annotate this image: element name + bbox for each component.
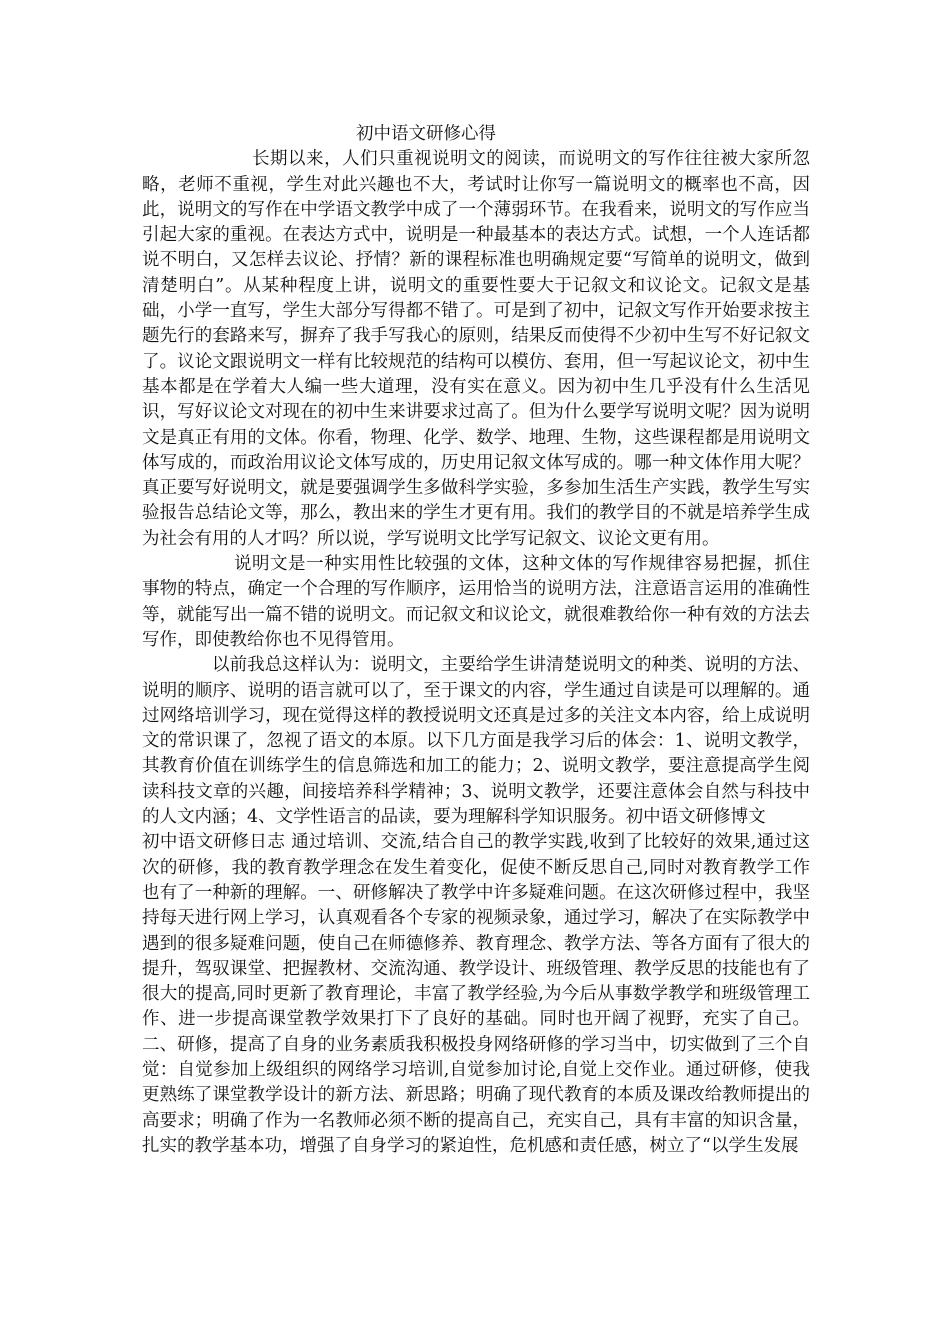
paragraph-training-journal: 初中语文研修日志 通过培训、交流,结合自己的教学实践,收到了比较好的效果,通过这次的研修，我的教育教学理念在发生着变化，促使不断反思自己,同时对教育教学工作也有了一种新的理解。一、研修解决了教学中许多疑难问题。在这次研修过程中，我坚持每天进行网上学习，认真观看各个专家的视频录象，通过学习，解决了在实际教学中遇到的很多疑难问题，使自己在师德修养、教育理念、教学方法、等各方面有了很大的提升，驾驭课堂、把握教材、交流沟通、教学设计、班级管理、教学反思的技能也有了很大的提高,同时更新了教育理论，丰富了教学经验,为今后从事数学教学和班级管理工作、进一步提高课堂教学效果打下了良好的基础。同时也开阔了视野，充实了自己。二、研修，提高了自身的业务素质我积极投身网络研修的学习当中，切实做到了三个自觉：自觉参加上级组织的网络学习培训,自觉参加讨论,自觉上交作业。通过研修，使我更熟练了课堂教学设计的新方法、新思路；明确了现代教育的本质及课改给教师提出的高要求；明确了作为一名教师必须不断的提高自己，充实自己，具有丰富的知识含量，扎实的教学基本功，增强了自身学习的紧迫性，危机感和责任感，树立了“以学生发展 (142, 832, 810, 1156)
paragraph-expository-practicality: 说明文是一种实用性比较强的文体，这种文体的写作规律容易把握，抓住事物的特点，确定一个合理的写作顺序，运用恰当的说明方法，注意语言运用的准确性等，就能写出一篇不错的说明文。而记叙文和议论文，就很难教给你一种有效的方法去写作，即使教给你也不见得管用。 (142, 554, 810, 650)
paragraph-training-reflection: 以前我总这样认为：说明文，主要给学生讲清楚说明文的种类、说明的方法、说明的顺序、说明的语言就可以了，至于课文的内容，学生通过自读是可以理解的。通过网络培训学习，现在觉得这样的教授说明文还真是过多的关注文本内容，给上成说明文的常识课了，忽视了语文的本原。以下几方面是我学习后的体会：1、说明文教学，其教育价值在训练学生的信息筛选和加工的能力；2、说明文教学，要注意提高学生阅读科技文章的兴趣，间接培养科学精神；3、说明文教学，还要注意体会自然与科技中的人文内涵；4、文学性语言的品读，要为理解科学知识服务。初中语文研修博文 (142, 655, 810, 828)
document-title: 初中语文研修心得 (356, 124, 496, 144)
document-body (142, 122, 810, 1159)
paragraph-expository-writing-importance: 长期以来，人们只重视说明文的阅读，而说明文的写作往往被大家所忽略，老师不重视，学生对此兴趣也不大，考试时让你写一篇说明文的概率也不高，因此，说明文的写作在中学语文教学中成了一个薄弱环节。在我看来，说明文的写作应当引起大家的重视。在表达方式中，说明是一种最基本的表达方式。试想，一个人连话都说不明白，又怎样去议论、抒情？新的课程标准也明确规定要“写简单的说明文，做到清楚明白”。从某种程度上讲，说明文的重要性要大于记叙文和议论文。记叙文是基础，小学一直写，学生大部分写得都不错了。可是到了初中，记叙文写作开始要求按主题先行的套路来写，摒弃了我手写我心的原则，结果反而使得不少初中生写不好记叙文了。议论文跟说明文一样有比较规范的结构可以模仿、套用，但一写起议论文，初中生基本都是在学着大人编一些大道理，没有实在意义。因为初中生几乎没有什么生活见识，写好议论文对现在的初中生来讲要求过高了。但为什么要学写说明文呢？因为说明文是真正有用的文体。你看，物理、化学、数学、地理、生物，这些课程都是用说明文体写成的，而政治用议论文体写成的，历史用记叙文体写成的。哪一种文体作用大呢？真正要写好说明文，就是要强调学生多做科学实验，多参加生活生产实践，教学生写实验报告总结论文等，那么，教出来的学生才更有用。我们的教学目的不就是培养学生成为社会有用的人才吗？所以说，学写说明文比学写记叙文、议论文更有用。 (142, 149, 810, 549)
